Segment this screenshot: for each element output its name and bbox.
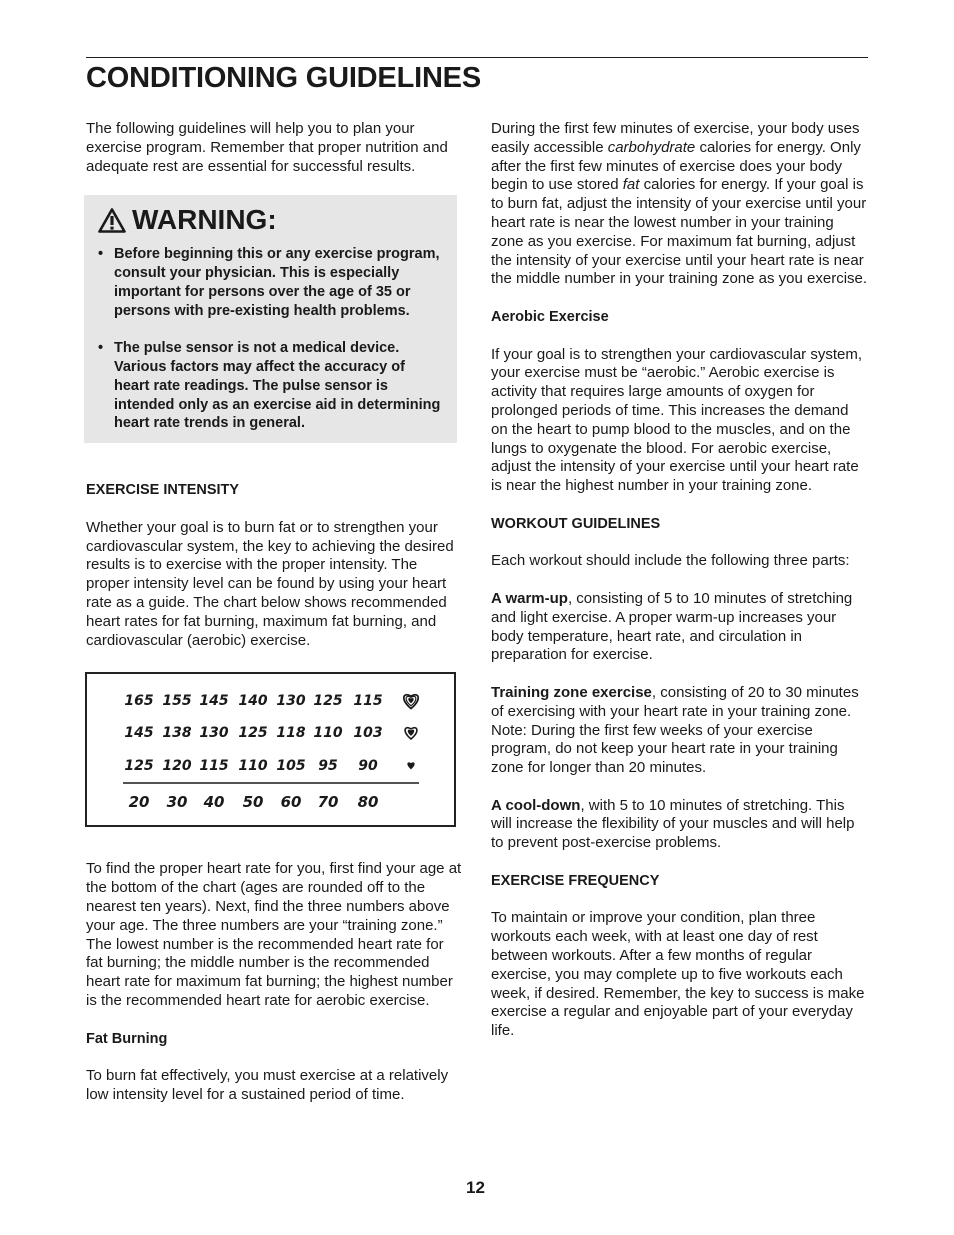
heart-rate-value: 103 — [353, 725, 383, 742]
cooldown-text: , with 5 to 10 minutes of stretching. This will increase the flexibility of your muscles and will help to prevent post-exercise problems. — [491, 796, 855, 852]
heart-rate-value: 115 — [353, 693, 383, 710]
page-title: CONDITIONING GUIDELINES — [86, 62, 481, 94]
page-number: 12 — [466, 1178, 485, 1197]
exercise-frequency-heading: EXERCISE FREQUENCY — [491, 872, 660, 889]
fat-burning-continued-paragraph — [491, 120, 869, 289]
heart-rate-chart — [85, 672, 456, 827]
age-label: 60 — [280, 793, 302, 812]
emphasis-carbohydrate: carbohydrate — [607, 138, 696, 156]
heart-large-icon — [404, 695, 418, 709]
warning-box — [84, 195, 457, 443]
heart-rate-value: 125 — [124, 758, 154, 775]
right-column — [491, 120, 869, 1060]
training-text: , consisting of 20 to 30 minutes of exercising with your heart rate in your training zone. Note: During the first few weeks of your exercise program, do not keep your heart rate in your training zone for longer than 20 minutes. — [491, 683, 859, 777]
warning-title: WARNING: — [132, 204, 277, 236]
heart-rate-value: 110 — [313, 725, 343, 742]
age-label: 30 — [166, 793, 188, 812]
heart-rate-value: 130 — [276, 693, 306, 710]
warning-heading — [98, 203, 441, 237]
workout-guidelines-heading: WORKOUT GUIDELINES — [491, 515, 661, 532]
heart-rate-value: 145 — [124, 725, 154, 742]
text-span: calories for energy. Only after the first few minutes of exercise does your body begin to use stored — [491, 138, 861, 194]
age-label: 70 — [317, 793, 339, 812]
heart-rate-value: 125 — [238, 725, 268, 742]
heart-rate-value: 155 — [162, 693, 192, 710]
heart-rate-chart-svg — [87, 674, 454, 825]
warmup-label: A warm-up — [491, 589, 568, 607]
fat-burning-paragraph: To burn fat effectively, you must exercise at a relatively low intensity level for a sustained period of time. — [86, 1067, 449, 1103]
warning-item: • The pulse sensor is not a medical device. Various factors may affect the accuracy of heart rate readings. The pulse sensor is intended only as an exercise aid in determining heart rate trends in general. — [98, 339, 441, 433]
exercise-frequency-paragraph: To maintain or improve your condition, plan three workouts each week, with at least one day of rest between workouts. After a few months of regular exercise, you may complete up to five workouts each week, if desired. Remember, the key to success is make exercise a regular and enjoyable part of your everyday life. — [491, 909, 865, 1040]
heart-rate-value: 120 — [162, 758, 192, 775]
heart-rate-value: 115 — [199, 758, 229, 775]
text-span: During the first few minutes of exercise, your body uses easily accessible — [491, 120, 860, 156]
left-column — [86, 120, 464, 1123]
warning-triangle-icon — [98, 208, 126, 233]
workout-part-warmup — [491, 590, 869, 665]
warmup-text: , consisting of 5 to 10 minutes of stretching and light exercise. A proper warm-up increases your body temperature, heart rate, and circulation in preparation for exercise. — [491, 589, 853, 664]
cooldown-label: A cool-down — [491, 796, 581, 814]
workout-intro: Each workout should include the following three parts: — [491, 552, 850, 570]
heart-medium-icon — [405, 728, 417, 739]
age-label: 80 — [357, 793, 379, 812]
heart-rate-value: 95 — [318, 758, 338, 775]
text-span: calories for energy. If your goal is to burn fat, adjust the intensity of your exercise until your heart rate is near the lowest number in your training zone as you exercise. For maximum fat burning, adjust the intensity of your exercise until your heart rate is near the middle number in your training zone as you exercise. — [491, 176, 868, 288]
workout-part-cooldown — [491, 797, 869, 853]
heart-rate-value: 110 — [238, 758, 268, 775]
heart-rate-value: 140 — [238, 693, 268, 710]
warning-item: • Before beginning this or any exercise program, consult your physician. This is especially important for persons over the age of 35 or persons with pre-existing health problems. — [98, 245, 441, 320]
exercise-intensity-heading: EXERCISE INTENSITY — [86, 482, 240, 499]
training-label: Training zone exercise — [491, 683, 652, 701]
heart-rate-value: 145 — [199, 693, 229, 710]
find-heart-rate-paragraph: To find the proper heart rate for you, first find your age at the bottom of the chart (ages are rounded off to the nearest ten years). Next, find the three numbers above your age. The three numbers are your “training zone.” The lowest number is the recommended heart rate for fat burning; the middle number is the recommended heart rate for maximum fat burning; the highest number is the recommended heart rate for aerobic exercise. — [86, 860, 462, 1009]
exercise-intensity-paragraph: Whether your goal is to burn fat or to strengthen your cardiovascular system, the key to achieving the desired results is to exercise with the proper intensity. The proper intensity level can be found by using your heart rate as a guide. The chart below shows recommended heart rates for fat burning, maximum fat burning, and cardiovascular (aerobic) exercise. — [86, 518, 454, 649]
warning-list — [98, 245, 441, 433]
heart-rate-value: 165 — [124, 693, 154, 710]
age-label: 40 — [203, 793, 225, 812]
heart-rate-value: 118 — [276, 725, 306, 742]
age-label: 50 — [242, 793, 264, 812]
age-label: 20 — [128, 793, 150, 812]
intro-paragraph: The following guidelines will help you to plan your exercise program. Remember that proper nutrition and adequate rest are essential for successful results. — [86, 120, 448, 175]
heart-rate-value: 130 — [199, 725, 229, 742]
top-rule — [86, 57, 868, 58]
workout-part-training — [491, 684, 869, 778]
fat-burning-heading: Fat Burning — [86, 1030, 168, 1047]
aerobic-heading: Aerobic Exercise — [491, 308, 609, 325]
heart-rate-value: 105 — [276, 758, 306, 775]
heart-rate-value: 90 — [358, 758, 378, 775]
heart-rate-value: 138 — [162, 725, 192, 742]
heart-small-icon — [407, 763, 414, 770]
aerobic-paragraph: If your goal is to strengthen your cardiovascular system, your exercise must be “aerobic.” Aerobic exercise is activity that requires large amounts of oxygen for prolonged periods of time. This increases the demand on the heart to pump blood to the muscles, and on the lungs to oxygenate the blood. For aerobic exercise, adjust the intensity of your exercise until your heart rate is near the highest number in your training zone. — [491, 345, 863, 495]
emphasis-fat: fat — [622, 176, 640, 194]
heart-rate-value: 125 — [313, 693, 343, 710]
